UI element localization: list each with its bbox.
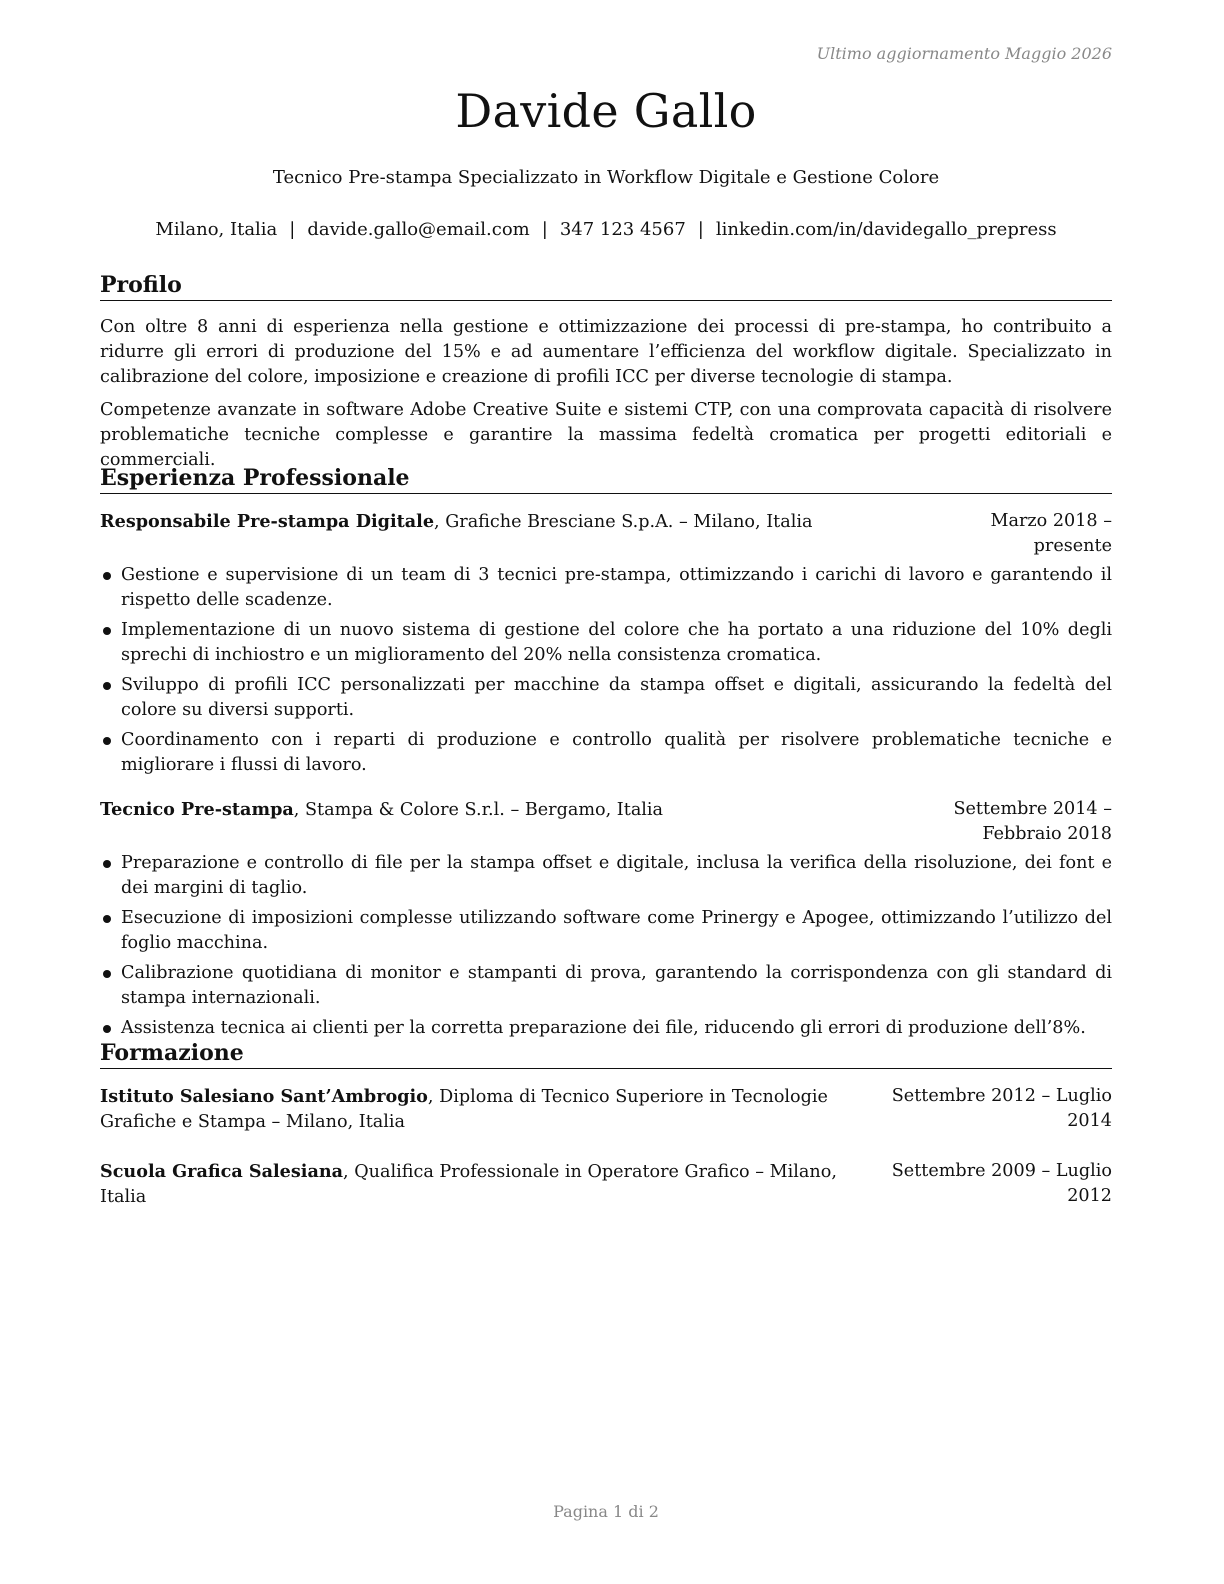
job-bullets bbox=[100, 851, 1112, 1041]
profile-paragraph: Competenze avanzate in software Adobe Creative Suite e sistemi CTP, con una comprovata capacità di risolvere problematiche tecniche complesse e garantire la massima fedeltà cromatica per progetti editoriali e commerciali. bbox=[100, 400, 1112, 470]
resume-page bbox=[100, 0, 1112, 1584]
contact-linkedin-link[interactable]: linkedin.com/in/davidegallo_prepress bbox=[715, 219, 1057, 240]
bullet-dot-icon bbox=[103, 860, 111, 868]
bullet-dot-icon bbox=[103, 970, 111, 978]
page-number: Pagina 1 di 2 bbox=[553, 1502, 659, 1521]
candidate-headline: Tecnico Pre-stampa Specializzato in Workflow Digitale e Gestione Colore bbox=[272, 167, 940, 188]
job-entry bbox=[100, 797, 1112, 1041]
education-title-line bbox=[100, 1084, 880, 1135]
job-bullets bbox=[100, 563, 1112, 778]
job-bullet: Implementazione di un nuovo sistema di gestione del colore che ha portato a una riduzione del 10% degli sprechi di inchiostro e un miglioramento del 20% nella consistenza cromatica. bbox=[100, 618, 1112, 668]
education-title-line bbox=[100, 1159, 880, 1210]
section-title-education: Formazione bbox=[100, 1039, 1112, 1069]
job-title-line bbox=[100, 509, 812, 559]
job-bullet: Sviluppo di profili ICC personalizzati per macchine da stampa offset e digitali, assicurando la fedeltà del colore su diversi supporti. bbox=[100, 673, 1112, 723]
job-title-line bbox=[100, 797, 663, 847]
job-role: Responsabile Pre-stampa Digitale bbox=[100, 511, 435, 532]
bullet-dot-icon bbox=[103, 737, 111, 745]
bullet-dot-icon bbox=[103, 915, 111, 923]
section-title-profile: Profilo bbox=[100, 271, 1112, 301]
job-bullet: Calibrazione quotidiana di monitor e stampanti di prova, garantendo la corrispondenza con gli standard di stampa internazionali. bbox=[100, 961, 1112, 1011]
job-role: Tecnico Pre-stampa bbox=[100, 799, 294, 820]
education-school: Istituto Salesiano Sant’Ambrogio bbox=[100, 1086, 428, 1107]
job-bullet: Gestione e supervisione di un team di 3 tecnici pre-stampa, ottimizzando i carichi di lavoro e garantendo il rispetto delle scadenze. bbox=[100, 563, 1112, 613]
bullet-dot-icon bbox=[103, 1025, 111, 1033]
contact-separator: | bbox=[289, 219, 296, 240]
job-company: , Grafiche Bresciane S.p.A. – Milano, Italia bbox=[434, 512, 813, 532]
contact-location: Milano, Italia bbox=[155, 219, 278, 240]
education-entry bbox=[100, 1084, 1112, 1135]
education-school: Scuola Grafica Salesiana bbox=[100, 1161, 344, 1182]
contact-phone: 347 123 4567 bbox=[559, 219, 686, 240]
education-detail: , Diploma di Tecnico Superiore in Tecnologie Grafiche e Stampa – Milano, Italia bbox=[100, 1087, 828, 1132]
job-header bbox=[100, 797, 1112, 847]
education-detail: , Qualifica Professionale in Operatore Grafico – Milano, Italia bbox=[100, 1162, 837, 1207]
job-dates: Marzo 2018 – presente bbox=[990, 511, 1112, 556]
education-section bbox=[100, 1039, 1112, 1210]
section-title-experience: Esperienza Professionale bbox=[100, 464, 1112, 494]
job-bullet: Coordinamento con i reparti di produzione e controllo qualità per risolvere problematiche tecniche e migliorare i flussi di lavoro. bbox=[100, 728, 1112, 778]
job-header bbox=[100, 509, 1112, 559]
job-dates: Settembre 2014 – Febbraio 2018 bbox=[953, 799, 1112, 844]
job-bullet: Esecuzione di imposizioni complesse utilizzando software come Prinergy e Apogee, ottimizzando l’utilizzo del foglio macchina. bbox=[100, 906, 1112, 956]
last-updated: Ultimo aggiornamento Maggio 2026 bbox=[816, 44, 1112, 63]
candidate-name: Davide Gallo bbox=[455, 84, 757, 138]
education-entry bbox=[100, 1159, 1112, 1210]
job-bullet: Assistenza tecnica ai clienti per la corretta preparazione dei file, riducendo gli errori di produzione dell’8%. bbox=[100, 1016, 1112, 1041]
contact-line bbox=[100, 219, 1112, 240]
bullet-dot-icon bbox=[103, 572, 111, 580]
job-entry bbox=[100, 509, 1112, 778]
job-bullet: Preparazione e controllo di file per la stampa offset e digitale, inclusa la verifica della risoluzione, dei font e dei margini di taglio. bbox=[100, 851, 1112, 901]
bullet-dot-icon bbox=[103, 627, 111, 635]
contact-email-link[interactable]: davide.gallo@email.com bbox=[307, 219, 530, 240]
profile-paragraph: Con oltre 8 anni di esperienza nella gestione e ottimizzazione dei processi di pre-stampa, ho contribuito a ridurre gli errori di produzione del 15% e ad aumentare l’efficienza del workflow digitale. Specializzato in calibrazione del colore, imposizione e creazione di profili ICC per diverse tecnologie di stampa. bbox=[100, 317, 1112, 387]
contact-separator: | bbox=[541, 219, 548, 240]
experience-section bbox=[100, 464, 1112, 1046]
bullet-dot-icon bbox=[103, 682, 111, 690]
education-dates: Settembre 2009 – Luglio 2012 bbox=[891, 1161, 1112, 1206]
contact-separator: | bbox=[697, 219, 704, 240]
education-dates: Settembre 2012 – Luglio 2014 bbox=[891, 1086, 1112, 1131]
profile-section bbox=[100, 271, 1112, 473]
job-company: , Stampa & Colore S.r.l. – Bergamo, Italia bbox=[293, 800, 664, 820]
